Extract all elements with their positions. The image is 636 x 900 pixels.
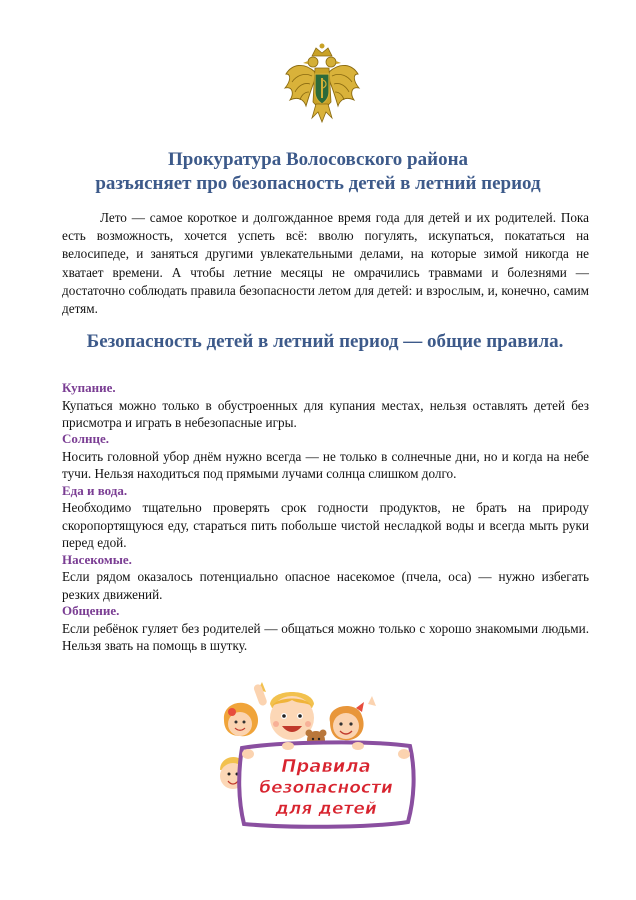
rules-list [62,380,589,654]
rule-heading: Солнце. [62,431,110,447]
prosecutor-emblem-icon [282,42,362,128]
title-line-1: Прокуратура Волосовского района [167,149,469,170]
banner-line-1: Правила [281,756,371,777]
rule-text: Если ребёнок гуляет без родителей — общаться можно только с хорошо знакомыми людьми. Нельзя звать на помощь в шутку. [62,620,589,654]
banner-line-2: безопасности [259,778,393,798]
rule-item-swimming [62,380,589,431]
rule-heading: Насекомые. [62,551,132,567]
section-title: Безопасность детей в летний период — общие правила. [86,331,564,352]
rule-text: Носить головной убор днём нужно всегда — не только в солнечные дни, но и когда на небе тучи. Нельзя находиться под прямыми лучами солнца слишком долго. [62,449,589,482]
rule-text: Необходимо тщательно проверять срок годности продуктов, не брать на природу скоропортящуюся еду, стараться пить побольше чистой несладкой воды и всегда мыть руки перед едой. [62,500,589,551]
girl-right-icon [330,696,376,740]
title-line-2: разъясняет про безопасность детей в летний период [95,173,541,194]
rule-heading: Еда и вода. [62,482,128,498]
boy-center-icon [253,682,314,740]
rule-item-food-water [62,483,589,552]
sign-board [239,742,413,827]
page-title [40,148,596,196]
rule-item-insects [62,552,589,603]
girl-left-icon [224,703,258,736]
banner-line-3: для детей [275,799,377,819]
rule-text: Купаться можно только в обустроенных для купания местах, нельзя оставлять детей без присмотра и играть в небезопасные игры. [62,397,589,430]
rule-item-sun [62,431,589,482]
intro-paragraph: Лето — самое короткое и долгожданное время года для детей и их родителей. Пока есть возможность, хочется успеть всё: вволю погулять, искупаться, покататься на велосипеде, и заняться другими увлекательными делами, на которые зимой никогда не хватает времени. А чтобы летние месяцы не омрачились травмами и болезнями — достаточно соблюдать правила безопасности летом для детей: и взрослым, и, конечно, самим детям. [62,210,589,317]
rule-text: Если рядом оказалось потенциально опасное насекомое (пчела, оса) — нужно избегать резких движений. [62,569,589,602]
rule-heading: Общение. [62,603,120,619]
children-with-sign-illustration [218,682,426,830]
rule-item-communication [62,603,589,654]
rule-heading: Купание. [62,380,116,395]
